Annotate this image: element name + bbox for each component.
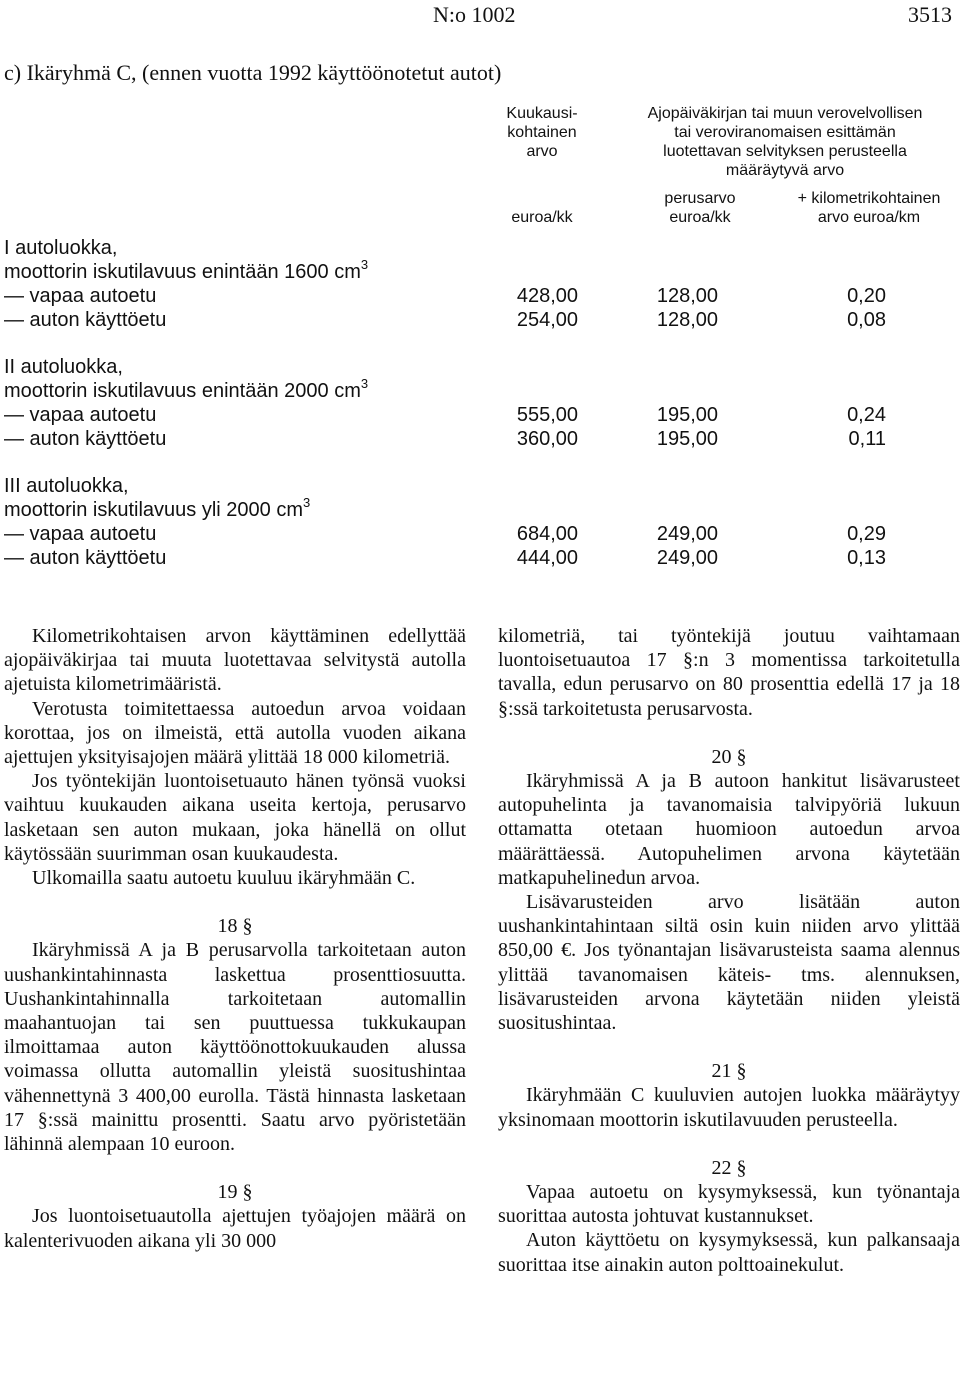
text-column-left: [4, 624, 466, 1253]
section-heading-20: 20 §: [711, 745, 747, 768]
group-engine-size: moottorin iskutilavuus enintään 2000 $cm^3$: [4, 376, 369, 402]
group-engine-size: moottorin iskutilavuus enintään 1600 $cm^3$: [4, 257, 369, 283]
table-row: — auton käyttöetu 254,00 128,00 0,08: [4, 309, 886, 331]
table-row: — auton käyttöetu 444,00 249,00 0,13: [4, 547, 886, 569]
column-header-per-km-value: + kilometrikohtainen: [797, 190, 941, 207]
table-row: — auton käyttöetu 360,00 195,00 0,11: [4, 428, 886, 450]
column-unit-per-km: arvo euroa/km: [817, 209, 921, 226]
paragraph: Ikäryhmissä A ja B perusarvolla tarkoitetaan auton uushankintahinnasta laskettua prosenttiosuutta. Uushankintahinnalla tarkoitetaan automallin maahantuojan tai sen puuttuessa tukkukaupan ilmoittamaa auton käyttöönottokuukauden alussa voimassa ollutta automallin yleistä suositushintaa vähennettynä 3 400,00 eurolla. Tästä hinnasta lasketaan 17 §:ssä mainittu prosentti. Saatu arvo pyöristetään lähinnä alempaan 10 euroon.: [4, 939, 466, 1156]
paragraph-continuation: kilometriä, tai työntekijä joutuu vaihtamaan luontoisetuautoa 17 §:n 3 momentissa tarkoitetulla tavalla, edun perusarvo on 80 prosenttia edellä 17 ja 18 §:ssä tarkoitetusta perusarvosta.: [498, 625, 960, 720]
group-engine-size: moottorin iskutilavuus yli 2000 $cm^3$: [4, 495, 311, 521]
group-title: I autoluokka,: [4, 237, 118, 259]
column-header-logbook-value: Ajopäiväkirjan tai muun verovelvollisen tai veroviranomaisen esittämän luotettavan selvityksen perusteella määräytyvä arvo: [647, 105, 923, 179]
table-row: — vapaa autoetu 684,00 249,00 0,29: [4, 523, 886, 545]
column-unit-base: euroa/kk: [669, 209, 731, 226]
paragraph: Jos luontoisetuautolla ajettujen työajojen määrä on kalenterivuoden aikana yli 30 000: [4, 1205, 466, 1252]
paragraph: Lisävarusteiden arvo lisätään auton uushankintahintaan siltä osin kuin niiden arvo ylittää 850,00 €. Jos työnantajan lisävarusteista saama alennus ylittää tavanomaisen käteis- tms. alennuksen, lisävarusteiden arvona käytetään niiden yleistä suositushintaa.: [498, 891, 960, 1035]
section-title: c) Ikäryhmä C, (ennen vuotta 1992 käyttöönotetut autot): [4, 60, 502, 85]
section-heading-22: 22 §: [711, 1156, 747, 1179]
column-header-base-value: perusarvo: [664, 190, 736, 207]
group-title: II autoluokka,: [4, 356, 123, 378]
section-heading-18: 18 §: [217, 915, 253, 938]
table-row: — vapaa autoetu 428,00 128,00 0,20: [4, 285, 886, 307]
column-unit-monthly: euroa/kk: [511, 209, 573, 226]
paragraph: Kilometrikohtaisen arvon käyttäminen edellyttää ajopäiväkirjaa tai muuta luotettavaa selvitystä autolla ajetuista kilometrimääristä.: [4, 625, 466, 696]
section-heading-19: 19 §: [217, 1181, 253, 1204]
paragraph: Ikäryhmään C kuuluvien autojen luokka määräytyy yksinomaan moottorin iskutilavuuden perusteella.: [498, 1084, 960, 1131]
text-column-right: [498, 624, 960, 1277]
page-number: 3513: [908, 2, 952, 27]
table-row: — vapaa autoetu 555,00 195,00 0,24: [4, 404, 886, 426]
group-title: III autoluokka,: [4, 475, 129, 497]
section-heading-21: 21 §: [711, 1060, 747, 1083]
paragraph: Verotusta toimitettaessa autoedun arvoa voidaan korottaa, jos on ilmeistä, että autolla vuoden aikana ajettujen yksityisajojen määrä ylittää 18 000 kilometriä.: [4, 697, 466, 769]
paragraph: Vapaa autoetu on kysymyksessä, kun työnantaja suorittaa autosta johtuvat kustannukset.: [498, 1181, 960, 1228]
publication-number: N:o 1002: [433, 2, 516, 27]
paragraph: Auton käyttöetu on kysymyksessä, kun palkansaaja suorittaa itse ainakin auton polttoainekulut.: [498, 1229, 960, 1276]
paragraph: Ikäryhmissä A ja B autoon hankitut lisävarusteet autopuhelinta ja tavanomaisia talvipyöriä lukuun ottamatta otetaan huomioon autoedun arvoa määrättäessä. Autopuhelimen arvona käytetään matkapuhelinedun arvoa.: [498, 770, 960, 889]
paragraph: Jos työntekijän luontoisetuauto hänen työnsä vuoksi vaihtuu kuukauden aikana useita kertoja, perusarvo lasketaan sen auton mukaan, joka hänellä on ollut käytössään suurimman osan kuukaudesta.: [4, 770, 466, 865]
paragraph: Ulkomailla saatu autoetu kuuluu ikäryhmään C.: [32, 867, 416, 890]
column-header-monthly-value: Kuukausi- kohtainen arvo: [506, 105, 578, 160]
